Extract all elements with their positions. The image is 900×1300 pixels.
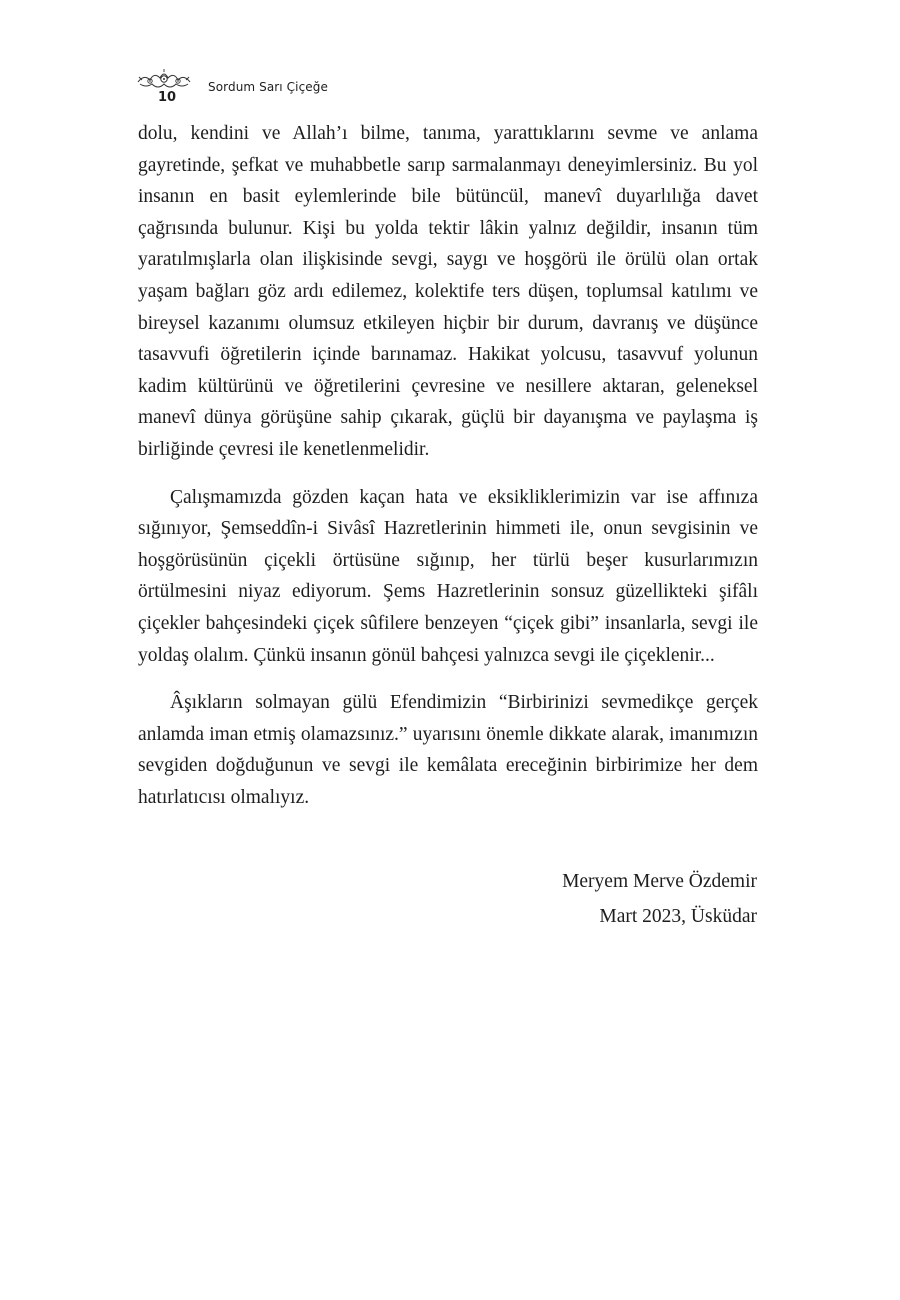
body-text: [138, 118, 758, 829]
author-name: Meryem Merve Özdemir: [562, 871, 757, 892]
running-title: Sordum Sarı Çiçeğe: [208, 80, 328, 94]
paragraph: Çalışmamızda gözden kaçan hata ve eksikliklerimizin var ise affınıza sığınıyor, Şemseddîn-i Sivâsî Hazretlerinin himmeti ile, onun sevgisinin ve hoşgörüsünün çiçekli örtüsüne sığınıp, her türlü beşer kusurlarımızın örtülmesini niyaz ediyorum. Şems Hazretlerinin sonsuz güzellikteki şifâlı çiçekler bahçesindeki çiçek sûfilere benzeyen “çiçek gibi” insanlarla, sevgi ile yoldaş olalım. Çünkü insanın gönül bahçesi yalnızca sevgi ile çiçeklenir...: [138, 486, 758, 666]
paragraph: dolu, kendini ve Allah’ı bilme, tanıma, yarattıklarını sevme ve anlama gayretinde, şefkat ve muhabbetle sarıp sarmalanmayı deneyimlersiniz. Bu yol insanın en basit eylemlerinde bile bütüncül, manevî duyarlılığa davet çağrısında bulunur. Kişi bu yolda tektir lâkin yalnız değildir, insanın tüm yaratılmışlarla olan ilişkisinde sevgi, saygı ve hoşgörü ile örülü olan ortak yaşam bağları göz ardı edilemez, kolektife ters düşen, toplumsal katılımı ve bireysel kazanımı olumsuz etkileyen hiçbir bir durum, davranış ve düşünce tasavvufi öğretilerin içinde barınamaz. Hakikat yolcusu, tasavvuf yolunun kadim kültürünü ve öğretilerini çevresine ve nesillere aktaran, geleneksel manevî dünya görüşüne sahip çıkarak, güçlü bir dayanışma ve paylaşma iş birliğinde çevresi ile kenetlenmelidir.: [138, 123, 758, 460]
signature-block: [562, 864, 757, 934]
date-place: Mart 2023, Üsküdar: [599, 906, 757, 927]
paragraph: Âşıkların solmayan gülü Efendimizin “Birbirinizi sevmedikçe gerçek anlamda iman etmiş olamazsınız.” uyarısını önemle dikkate alarak, imanımızın sevgiden doğduğunun ve sevgi ile kemâlata ereceğinin birbirimize her dem hatırlatıcısı olmalıyız.: [138, 692, 758, 808]
page-number: 10: [158, 90, 177, 105]
page-header: [136, 68, 776, 112]
